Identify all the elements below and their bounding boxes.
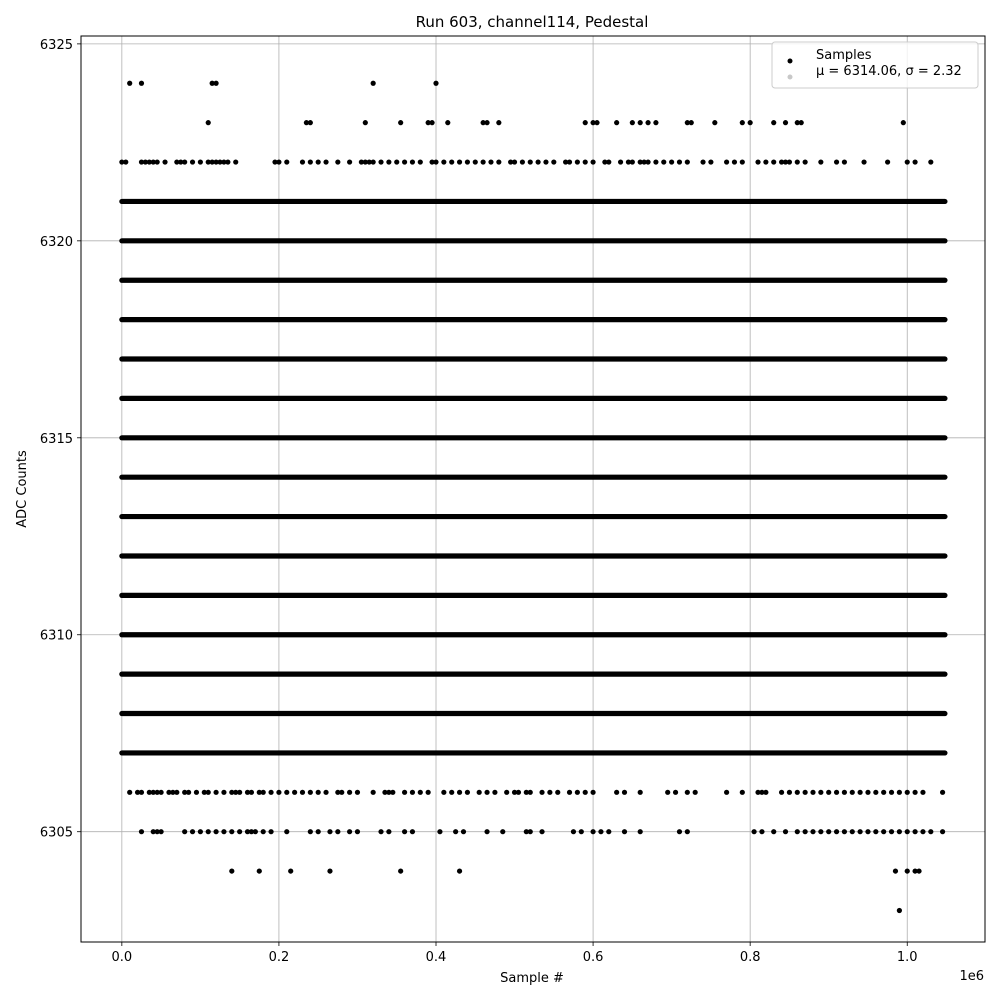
data-point [496, 159, 501, 164]
data-point [190, 159, 195, 164]
x-tick-label: 0.0 [111, 950, 133, 965]
data-point [905, 868, 910, 873]
data-point [528, 829, 533, 834]
data-point [327, 829, 332, 834]
data-point [638, 829, 643, 834]
data-point [873, 829, 878, 834]
data-point [206, 790, 211, 795]
data-point [850, 829, 855, 834]
data-point [916, 868, 921, 873]
data-point [253, 829, 258, 834]
data-point [759, 829, 764, 834]
data-point [622, 829, 627, 834]
data-point [347, 790, 352, 795]
data-point [928, 829, 933, 834]
data-point [261, 790, 266, 795]
data-point [441, 790, 446, 795]
data-point [803, 159, 808, 164]
data-point [940, 790, 945, 795]
data-point [316, 159, 321, 164]
data-point [323, 159, 328, 164]
y-tick-label: 6320 [39, 234, 73, 250]
y-tick-label: 6310 [39, 628, 73, 644]
data-point [316, 829, 321, 834]
data-point [323, 790, 328, 795]
chart-title: Run 603, channel114, Pedestal [415, 13, 649, 31]
data-point [300, 790, 305, 795]
data-point [390, 790, 395, 795]
data-point [300, 159, 305, 164]
data-point [669, 159, 674, 164]
data-point [653, 159, 658, 164]
data-point [539, 790, 544, 795]
data-point [685, 829, 690, 834]
data-point [213, 829, 218, 834]
data-point [457, 159, 462, 164]
data-point [457, 790, 462, 795]
x-tick-label: 0.4 [425, 950, 447, 965]
data-point [190, 829, 195, 834]
data-point [441, 159, 446, 164]
data-point [355, 790, 360, 795]
data-point [539, 829, 544, 834]
data-point [685, 790, 690, 795]
data-point [763, 790, 768, 795]
data-point [233, 159, 238, 164]
data-point [673, 790, 678, 795]
data-point [865, 790, 870, 795]
data-point [579, 829, 584, 834]
data-point [787, 159, 792, 164]
data-point [567, 159, 572, 164]
data-point [276, 790, 281, 795]
data-point [402, 790, 407, 795]
data-point [858, 790, 863, 795]
data-point [213, 81, 218, 86]
data-point [783, 829, 788, 834]
data-point [614, 120, 619, 125]
data-point [771, 120, 776, 125]
data-point [347, 829, 352, 834]
data-point [685, 159, 690, 164]
data-point [257, 868, 262, 873]
data-point [693, 790, 698, 795]
data-point [810, 790, 815, 795]
data-point [795, 159, 800, 164]
data-point [492, 790, 497, 795]
data-point [363, 120, 368, 125]
data-point [182, 159, 187, 164]
data-point [355, 829, 360, 834]
data-point [159, 829, 164, 834]
data-point [826, 790, 831, 795]
data-point [139, 829, 144, 834]
data-point [732, 159, 737, 164]
data-point [174, 790, 179, 795]
data-point [347, 159, 352, 164]
data-point [881, 829, 886, 834]
data-point [520, 159, 525, 164]
data-point [590, 790, 595, 795]
data-point [159, 790, 164, 795]
data-point [284, 159, 289, 164]
data-point [912, 790, 917, 795]
data-point [755, 159, 760, 164]
data-point [708, 159, 713, 164]
x-tick-label: 0.2 [268, 950, 290, 965]
data-point [465, 159, 470, 164]
data-point [225, 159, 230, 164]
data-point [465, 790, 470, 795]
data-point [795, 790, 800, 795]
data-point [488, 159, 493, 164]
data-point [481, 159, 486, 164]
data-point [763, 159, 768, 164]
data-point [583, 120, 588, 125]
data-point [928, 159, 933, 164]
legend [772, 42, 978, 88]
data-point [308, 159, 313, 164]
data-point [740, 159, 745, 164]
data-point [873, 790, 878, 795]
data-point [594, 120, 599, 125]
legend-label-stats: μ = 6314.06, σ = 2.32 [816, 64, 962, 79]
data-point [276, 159, 281, 164]
data-point [410, 829, 415, 834]
data-point [567, 790, 572, 795]
data-point [598, 829, 603, 834]
data-point [893, 868, 898, 873]
data-point [630, 159, 635, 164]
data-point [237, 790, 242, 795]
data-point [335, 829, 340, 834]
data-point [543, 159, 548, 164]
y-tick-label: 6305 [39, 825, 73, 841]
data-point [386, 829, 391, 834]
data-point [618, 159, 623, 164]
x-tick-label: 0.8 [739, 950, 761, 965]
data-point [858, 829, 863, 834]
data-point [905, 829, 910, 834]
data-point [810, 829, 815, 834]
data-point [818, 829, 823, 834]
data-point [410, 159, 415, 164]
data-point [590, 159, 595, 164]
data-point [339, 790, 344, 795]
data-point [402, 829, 407, 834]
y-tick-label: 6325 [39, 37, 73, 53]
data-point [889, 790, 894, 795]
data-point [818, 159, 823, 164]
data-point [410, 790, 415, 795]
data-point [284, 829, 289, 834]
data-point [689, 120, 694, 125]
data-point [897, 829, 902, 834]
data-point [335, 159, 340, 164]
data-point [127, 81, 132, 86]
data-point [327, 868, 332, 873]
data-point [842, 790, 847, 795]
y-tick-label: 6315 [39, 431, 73, 447]
data-point [638, 120, 643, 125]
data-point [213, 790, 218, 795]
data-point [912, 829, 917, 834]
data-point [484, 120, 489, 125]
data-point [504, 790, 509, 795]
data-point [665, 790, 670, 795]
data-point [748, 120, 753, 125]
data-point [920, 790, 925, 795]
data-point [575, 159, 580, 164]
data-point [249, 790, 254, 795]
data-point [194, 790, 199, 795]
data-point [229, 829, 234, 834]
data-point [861, 159, 866, 164]
data-point [897, 790, 902, 795]
data-point [940, 829, 945, 834]
data-point [398, 868, 403, 873]
data-point [700, 159, 705, 164]
data-point [394, 159, 399, 164]
data-point [555, 790, 560, 795]
data-point [426, 790, 431, 795]
data-point [516, 790, 521, 795]
data-point [606, 829, 611, 834]
data-point [724, 790, 729, 795]
data-point [418, 159, 423, 164]
data-point [638, 790, 643, 795]
data-point [834, 790, 839, 795]
data-point [614, 790, 619, 795]
data-point [198, 159, 203, 164]
data-point [547, 790, 552, 795]
data-point [606, 159, 611, 164]
data-point [418, 790, 423, 795]
data-point [139, 81, 144, 86]
data-point [162, 159, 167, 164]
data-point [261, 829, 266, 834]
data-point [457, 868, 462, 873]
data-point [826, 829, 831, 834]
data-point [645, 159, 650, 164]
data-point [575, 790, 580, 795]
data-point [512, 159, 517, 164]
data-point [139, 790, 144, 795]
data-point [783, 120, 788, 125]
y-axis-label: ADC Counts [15, 450, 30, 528]
data-point [398, 120, 403, 125]
data-point [206, 829, 211, 834]
data-point [889, 829, 894, 834]
data-point [229, 868, 234, 873]
data-point [198, 829, 203, 834]
data-point [842, 159, 847, 164]
data-point [206, 120, 211, 125]
data-point [920, 829, 925, 834]
data-point [901, 120, 906, 125]
data-point [771, 159, 776, 164]
data-point [378, 829, 383, 834]
data-point [433, 81, 438, 86]
legend-label-samples: Samples [816, 48, 872, 63]
x-tick-label: 0.6 [582, 950, 604, 965]
data-point [461, 829, 466, 834]
data-point [127, 790, 132, 795]
x-tick-label: 1.0 [896, 950, 918, 965]
data-point [583, 790, 588, 795]
data-point [221, 790, 226, 795]
data-point [724, 159, 729, 164]
data-point [850, 790, 855, 795]
data-point [500, 829, 505, 834]
data-point [528, 790, 533, 795]
data-point [571, 829, 576, 834]
data-point [803, 790, 808, 795]
data-point [834, 159, 839, 164]
data-point [284, 790, 289, 795]
data-point [268, 829, 273, 834]
data-point [583, 159, 588, 164]
data-point [905, 790, 910, 795]
data-point [536, 159, 541, 164]
data-point [308, 120, 313, 125]
data-point [645, 120, 650, 125]
x-axis-offset-label: 1e6 [959, 969, 984, 984]
data-point [371, 81, 376, 86]
data-point [437, 829, 442, 834]
data-point [740, 120, 745, 125]
data-point [288, 868, 293, 873]
data-point [677, 829, 682, 834]
data-point [155, 159, 160, 164]
data-point [881, 790, 886, 795]
data-point [653, 120, 658, 125]
data-point [371, 159, 376, 164]
data-point [386, 159, 391, 164]
data-point [818, 790, 823, 795]
data-point [590, 829, 595, 834]
data-point [378, 159, 383, 164]
data-point [186, 790, 191, 795]
data-point [237, 829, 242, 834]
data-point [473, 159, 478, 164]
data-point [182, 829, 187, 834]
data-point [740, 790, 745, 795]
data-point [897, 908, 902, 913]
data-point [787, 790, 792, 795]
data-point [630, 120, 635, 125]
data-point [496, 120, 501, 125]
data-point [221, 829, 226, 834]
data-point [677, 159, 682, 164]
data-point [402, 159, 407, 164]
data-point [484, 790, 489, 795]
data-point [551, 159, 556, 164]
data-point [912, 159, 917, 164]
data-point [445, 120, 450, 125]
data-point [308, 829, 313, 834]
data-point [123, 159, 128, 164]
data-point [712, 120, 717, 125]
x-axis-label: Sample # [500, 971, 564, 986]
data-point [433, 159, 438, 164]
data-point [751, 829, 756, 834]
data-point [842, 829, 847, 834]
data-point [268, 790, 273, 795]
legend-marker-samples [788, 59, 793, 64]
data-point [795, 829, 800, 834]
data-point [308, 790, 313, 795]
data-point [449, 790, 454, 795]
data-point [661, 159, 666, 164]
data-point [292, 790, 297, 795]
data-point [771, 829, 776, 834]
data-point [453, 829, 458, 834]
data-point [528, 159, 533, 164]
data-point [371, 790, 376, 795]
data-point [429, 120, 434, 125]
data-point [834, 829, 839, 834]
data-point [449, 159, 454, 164]
data-point [484, 829, 489, 834]
data-point [885, 159, 890, 164]
data-point [803, 829, 808, 834]
data-point [622, 790, 627, 795]
data-point [477, 790, 482, 795]
data-point [865, 829, 870, 834]
data-point [799, 120, 804, 125]
legend-marker-stats [788, 75, 793, 80]
data-point [316, 790, 321, 795]
data-point [905, 159, 910, 164]
data-point [779, 790, 784, 795]
